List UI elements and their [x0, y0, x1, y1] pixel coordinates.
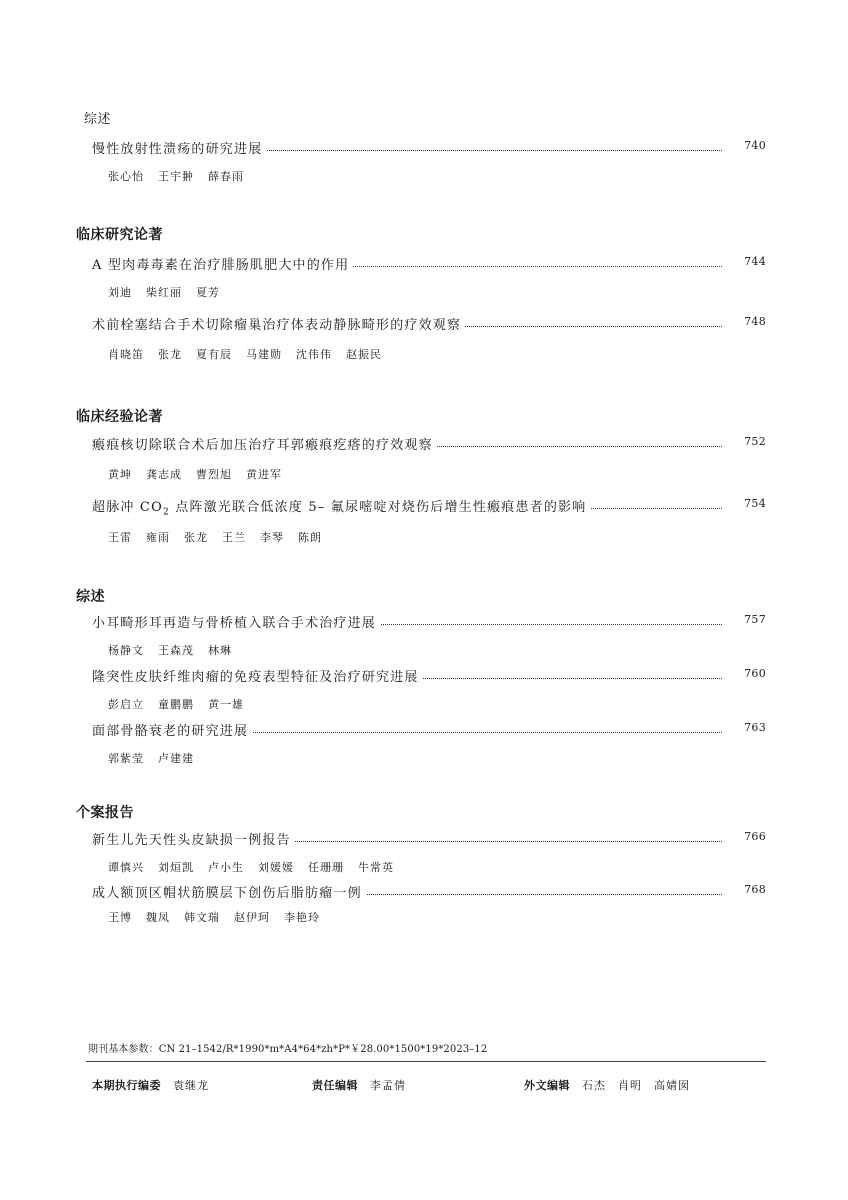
article-title: 小耳畸形耳再造与骨桥植入联合手术治疗进展: [92, 612, 380, 631]
page-number: 744: [744, 255, 766, 268]
editor-name: 石杰: [582, 1079, 606, 1092]
section-title-review-1: 综述: [84, 112, 112, 127]
author-name: 李艳玲: [284, 911, 320, 924]
toc-entry[interactable]: [92, 314, 766, 334]
footer-divider: [86, 1061, 766, 1062]
article-title: 隆突性皮肤纤维肉瘤的免疫表型特征及治疗研究进展: [92, 666, 423, 685]
author-name: 李琴: [260, 531, 284, 544]
author-name: 刘烜凯: [158, 861, 194, 874]
page-number: 740: [744, 139, 766, 152]
author-list: [108, 750, 208, 766]
section-title-clinical-research: 临床研究论著: [76, 227, 163, 243]
author-name: 马建勋: [246, 348, 282, 361]
title-prefix: 超脉冲 CO: [92, 500, 163, 515]
article-title: 面部骨骼衰老的研究进展: [92, 720, 252, 739]
toc-entry[interactable]: [92, 829, 766, 849]
editor-name: 袁继龙: [173, 1079, 209, 1092]
subscript-2: 2: [162, 507, 170, 518]
title-suffix: 点阵激光联合低浓度 5– 氟尿嘧啶对烧伤后增生性瘢痕患者的影响: [169, 500, 587, 515]
author-name: 曹烈旭: [196, 468, 232, 481]
author-list: [108, 529, 336, 545]
author-name: 黄进军: [246, 468, 282, 481]
page-number: 763: [744, 721, 766, 734]
section-title-review-2: 综述: [76, 589, 105, 605]
author-list: [108, 642, 246, 658]
author-name: 杨静文: [108, 644, 144, 657]
author-name: 黄一雄: [208, 698, 244, 711]
page-number: 754: [744, 497, 766, 510]
author-list: [108, 859, 408, 875]
executive-editor: [92, 1077, 221, 1093]
author-name: 肖晓笛: [108, 348, 144, 361]
editor-role: 责任编辑: [312, 1079, 358, 1092]
article-title: A 型肉毒毒素在治疗腓肠肌肥大中的作用: [92, 254, 353, 273]
author-name: 赵伊珂: [234, 911, 270, 924]
toc-entry[interactable]: [92, 720, 766, 740]
author-list: [108, 696, 258, 712]
page-number: 766: [744, 830, 766, 843]
editor-role: 本期执行编委: [92, 1079, 161, 1092]
author-list: [108, 909, 334, 925]
author-name: 薛春雨: [208, 170, 244, 183]
author-name: 陈朗: [298, 531, 322, 544]
author-name: 张龙: [184, 531, 208, 544]
author-name: 雍雨: [146, 531, 170, 544]
author-name: 刘媛媛: [258, 861, 294, 874]
author-name: 王雷: [108, 531, 132, 544]
foreign-language-editor: [524, 1077, 702, 1093]
author-name: 黄坤: [108, 468, 132, 481]
author-name: 王宇翀: [158, 170, 194, 183]
author-name: 王兰: [222, 531, 246, 544]
toc-entry[interactable]: [92, 138, 766, 158]
article-title: 新生儿先天性头皮缺损一例报告: [92, 829, 295, 848]
author-name: 张龙: [158, 348, 182, 361]
author-name: 王博: [108, 911, 132, 924]
author-name: 刘迪: [108, 286, 132, 299]
author-name: 任珊珊: [308, 861, 344, 874]
author-list: [108, 284, 234, 300]
section-title-clinical-experience: 临床经验论著: [76, 409, 163, 425]
toc-entry[interactable]: [92, 254, 766, 274]
author-list: [108, 168, 258, 184]
article-title: [92, 496, 590, 518]
editor-name: 肖明: [618, 1079, 642, 1092]
responsible-editor: [312, 1077, 418, 1093]
toc-entry[interactable]: [92, 612, 766, 632]
author-name: 沈伟伟: [296, 348, 332, 361]
page-number: 748: [744, 315, 766, 328]
article-title: 慢性放射性溃疡的研究进展: [92, 138, 266, 157]
article-title: 术前栓塞结合手术切除瘤巢治疗体表动静脉畸形的疗效观察: [92, 314, 465, 333]
article-title: 成人额顶区帽状筋膜层下创伤后脂肪瘤一例: [92, 882, 366, 901]
author-name: 龚志成: [146, 468, 182, 481]
author-name: 韩文瑞: [184, 911, 220, 924]
author-name: 林琳: [208, 644, 232, 657]
author-name: 魏凤: [146, 911, 170, 924]
toc-entry[interactable]: [92, 496, 766, 516]
author-name: 夏有辰: [196, 348, 232, 361]
author-name: 童鹏鹏: [158, 698, 194, 711]
author-name: 彭启立: [108, 698, 144, 711]
article-title: 瘢痕核切除联合术后加压治疗耳郭瘢痕疙瘩的疗效观察: [92, 434, 437, 453]
editor-name: 李孟倩: [370, 1079, 406, 1092]
page-number: 768: [744, 883, 766, 896]
page-number: 760: [744, 667, 766, 680]
editor-role: 外文编辑: [524, 1079, 570, 1092]
author-list: [108, 346, 396, 362]
editor-name: 高婧囡: [654, 1079, 690, 1092]
author-name: 卢建建: [158, 752, 194, 765]
journal-parameters: 期刊基本参数：CN 21–1542/R*1990*m*A4*64*zh*P*￥28.00*1500*19*2023–12: [88, 1044, 488, 1055]
page-number: 752: [744, 435, 766, 448]
toc-entry[interactable]: [92, 666, 766, 686]
author-name: 卢小生: [208, 861, 244, 874]
author-list: [108, 466, 296, 482]
toc-entry[interactable]: [92, 882, 766, 902]
author-name: 牛常英: [358, 861, 394, 874]
author-name: 柴红丽: [146, 286, 182, 299]
author-name: 赵振民: [346, 348, 382, 361]
author-name: 张心怡: [108, 170, 144, 183]
author-name: 郭紫莹: [108, 752, 144, 765]
page-number: 757: [744, 613, 766, 626]
author-name: 王森茂: [158, 644, 194, 657]
author-name: 谭慎兴: [108, 861, 144, 874]
author-name: 夏芳: [196, 286, 220, 299]
section-title-case-report: 个案报告: [76, 805, 134, 821]
toc-entry[interactable]: [92, 434, 766, 454]
